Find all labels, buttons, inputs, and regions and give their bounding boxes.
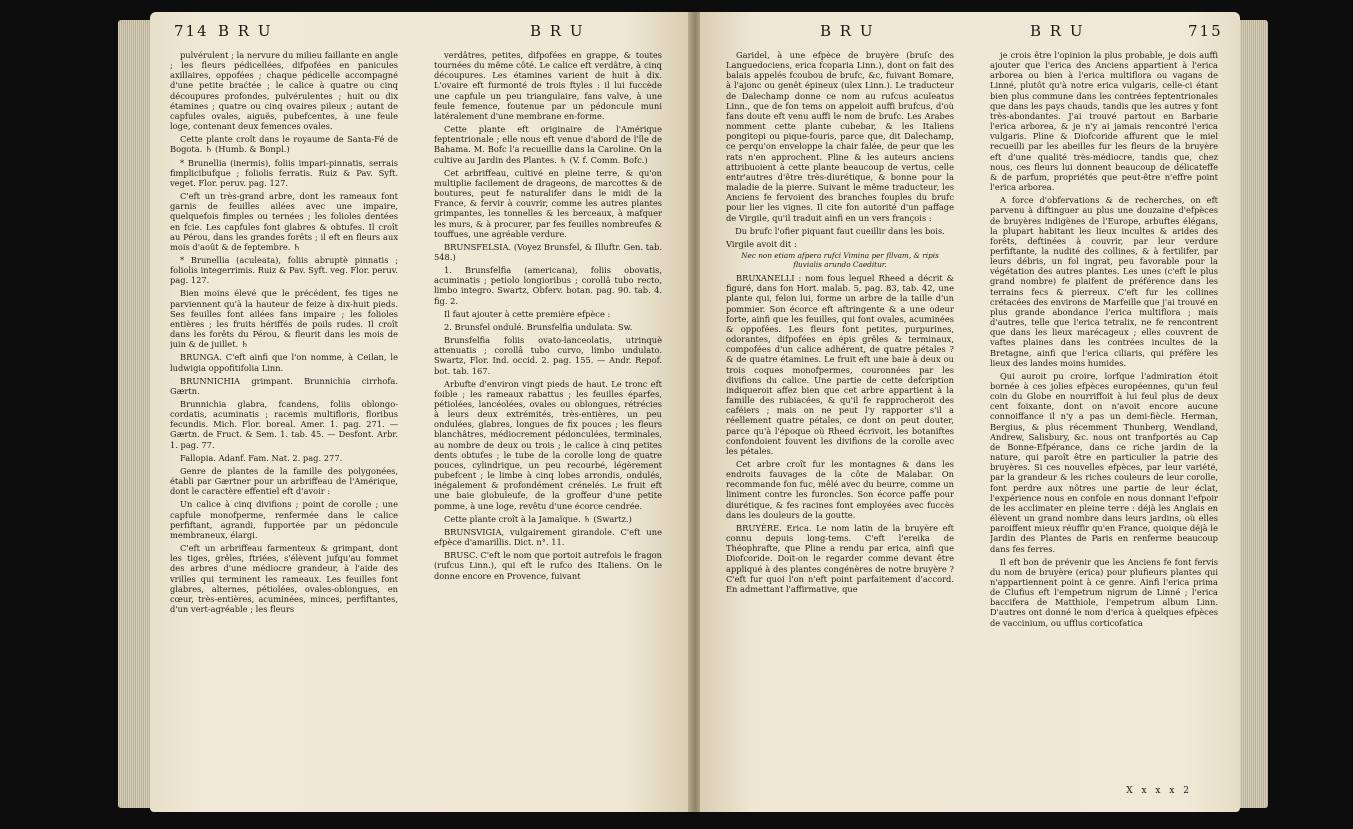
paragraph: BRUSC. C'eft le nom que portoit autrefois le fragon (rufcus Linn.), qui eft le rufco des Italiens. On le donne encore en Provence, fuivant (434, 550, 662, 581)
paragraph: Cet arbriffeau, cultivé en pleine terre, & qu'on multiplie facilement de drageons, de marcottes & de boutures, peut fe naturalifer dans le midi de la France, & fervir à couvrir, comme les autres plantes grimpantes, les tonnelles & les berceaux, à mafquer les murs, & à procurer, par fes feuilles nombreufes & touffues, une agréable verdure. (434, 167, 662, 239)
page-edges-left (118, 20, 152, 808)
paragraph: Garidel, à une efpèce de bruyère (bruſc des Languedociens, erica fcoparia Linn.), dont on fait des balais appelés fcoubou de brufc, &c, fuivant Bomare, à l'ajonc ou genêt épineux (ulex Linn.). Le traducteur de Dalechamp donne ce nom au rufcus aculeatus Linn., que de fon tems on appeloit auffi brufcus, d'où fans doute eft venu auffi le nom de brufc. Les Arabes nomment cette plante cubebar, & les Italiens pongitopi ou pique-fouris, parce que, dit Dalechamp, ce perqu'on enveloppe la chair falée, de peur que les rats n'en approchent. Pline & les auteurs anciens attribuoient à cette plante beaucoup de vertus, celle entr'autres d'être très-diurétique, & bonne pour la maladie de la pierre. Suivant le même traducteur, les Anciens fe fervoient des branches fouples du brufc pour lier les vignes. Il cite fon autorité d'un paffage de Virgile, qu'il traduit ainfi en un vers françois : (726, 50, 954, 223)
paragraph: Brunsfelfia foliis ovato-lanceolatis, utrinquè attenuatis ; corollâ tubo curvo, limbo undulato. Swartz, Flor. Ind. occid. 2. pag. 155. — Andr. Repof. bot. tab. 167. (434, 335, 662, 376)
paragraph: 2. Brunsfel ondulé. Brunsfelfia undulata. Sw. (444, 321, 633, 332)
paragraph: Nec non etiam afpera rufci Vimina per fllvam, & ripis fluvialis arundo Caeditur. (741, 250, 939, 269)
paragraph: Il faut ajouter à cette première efpèce : (444, 308, 611, 319)
paragraph: pulvérulent ; la nervure du milieu faillante en angle ; les fleurs pédicellées, difpofées en panicules axillaires, oppofées ; chaque pédicelle accompagné d'une petite braćtée ; le calice à quatre ou cinq découpures profondes, pulvérulentes ; huit ou dix étamines ; quatre ou cinq ovaires pileux ; autant de capfules ovales, aiguës, pubefcentes, à une feule loge, contenant deux femences ovales. (170, 50, 398, 132)
signature-mark: X x x x 2 (1126, 786, 1192, 796)
paragraph: Cet arbre croît fur les montagnes & dans les endroits fauvages de la côte de Malabar. On recommande fon fuc, mêlé avec du beurre, comme un liniment contre les furoncles. Son écorce paffe pour diurétique, & fes racines font employées avec fuccès dans les douleurs de la goutte. (726, 458, 954, 520)
paragraph: 1. Brunsfelfia (americana), foliis obovatis, acuminatis ; petiolo longioribus ; corollâ tubo recto, limbo integro. Swartz, Obferv. botan. pag. 90. tab. 4. fig. 2. (434, 265, 662, 306)
paragraph: Brunnichia glabra, fcandens, foliis oblongo-cordatis, acuminatis ; racemis multifloris, floribus fecundis. Mich. Flor. boreal. Amer. 1. pag. 271. — Gærtn. de Fruct. & Sem. 1. tab. 45. — Desfont. Arbr. 1. pag. 77. (170, 399, 398, 450)
paragraph: Arbufte d'environ vingt pieds de haut. Le tronc eft foible ; les rameaux rabattus ; les feuilles éparfes, pétiolées, lancéolées, ovales ou oblongues, rétrécies à leurs deux extrémités, très-entières, un peu ondulées, glabres, longues de fix pouces ; les fleurs blanchâtres, médiocrement pédonculées, terminales, au nombre de deux ou trois ; le calice à cinq petites dents obtufes ; le tube de la corolle long de quatre pouces, cylindrique, un peu recourbé, légèrement pubefcent ; le limbe à cinq lobes arrondis, ondulés, inégalement & profondément crénelés. Le fruit eft une baie globuleufe, de la groffeur d'une petite pomme, à une loge, revêtu d'une écorce cendrée. (434, 378, 662, 511)
paragraph: Un calice à cinq divifions ; point de corolle ; une capfule monofperme, renfermée dans le calice perfiftant, agrandi, fupportée par un pédoncule membraneux, élargi. (170, 499, 398, 540)
paragraph: Cette plante croît à la Jamaïque. ♄ (Swartz.) (444, 513, 632, 524)
paragraph: Genre de plantes de la famille des polygonées, établi par Gærtner pour un arbriffeau de l'Amérique, dont le caractère effentiel eft d'avoir : (170, 465, 398, 497)
paragraph: Qui auroit pu croire, lorfque l'admiration étoit bornée à ces jolies efpèces européennes, qu'un feul coin du Globe en nourriffoit à lui feul plus de deux cent foixante, dont on n'avoit encore aucune connoiffance il n'y a pas un demi-fiècle. Herman, Bergius, & plus récemment Thunberg, Wendland, Andrew, Salisbury, &c. nous ont tranfportés au Cap de Bonne-Efpérance, dans ce riche jardin de la nature, qui paroît être en particulier la patrie des bruyères. Si ces nouvelles efpèces, par leur variété, par la grandeur & les riches couleurs de leur corolle, font perdre aux nôtres une partie de leur éclat, l'expérience nous en confole en nous donnant l'efpoir de les acclimater en pleine terre : déjà les Anglais en élèvent un grand nombre dans leurs jardins, où elles paroiffent mieux réuffir qu'en France, quoique déjà le Jardin des Plantes de Paris en renferme beaucoup dans fes ferres. (990, 370, 1218, 554)
paragraph: Fallopia. Adanf. Fam. Nat. 2. pag. 277. (180, 452, 343, 463)
paragraph: Virgile avoit dit : (726, 238, 797, 249)
paragraph: A force d'obfervations & de recherches, on eft parvenu à diftinguer au plus une douzaine d'efpèces de bruyères indigènes de l'Europe, arbuftes élégans, la plupart habitant les lieux incultes & arides des forêts, deftinées à couvrir, par leur verdure perfiftante, la nudité des collines, & à fertilifer, par leurs débris, un fol ingrat, peu favorable pour la végétation des autres plantes. Les unes (c'eft le plus grand nombre) fe plaifent de préférence dans les terrains fecs & pierreux. C'eft fur les collines crétacées des environs de Marfeille que j'ai trouvé en plus grande abondance l'erica multiflora ; mais d'autres, telle que l'erica tetralix, ne fe rencontrent que dans les lieux marécageux ; elles couvrent de vaftes plaines dans les contrées incultes de la Bretagne, ainfi que l'erica ciliaris, qui préfère les lieux des landes moins humides. (990, 195, 1218, 368)
right-column-2 (990, 50, 1218, 806)
paragraph: BRUXANELLI : nom fous lequel Rheed a décrit & figuré, dans fon Hort. malab. 5, pag. 83, tab. 42, une plante qui, felon lui, forme un arbre de la taille d'un pommier. Son écorce eft aftringente & a une odeur forte, ainfi que les feuilles, qui font ovales, acuminées & oppofées. Les fleurs font petites, purpurines, odorantes, difpofées en épis grêles & terminaux, compofées d'un calice adhérent, de quatre pétales ? & de quatre étamines. Le fruit eft une baie à deux ou trois coques monofpermes, couronnées par les divifions du calice. Une partie de cette defcription indiqueroit affez bien que cet arbre appartient à la famille des rubiacées, & qu'il fe rapprocheroit des caféiers ; mais on ne peut l'y rapporter s'il a réellement quatre pétales, ce dont on peut douter, parce qu'à l'époque où Rheed écrivoit, les botaniftes confondoient fouvent les divifions de la corolle avec les pétales. (726, 273, 954, 456)
page-edges-right (1238, 20, 1268, 808)
right-page (700, 12, 1240, 812)
paragraph: BRUNSFELSIA. (Voyez Brunsfel, & Illuftr. Gen. tab. 548.) (434, 241, 662, 262)
running-head-left-2: B R U (530, 22, 585, 40)
running-head-left-1: B R U (218, 22, 273, 40)
running-head-right-1: B R U (820, 22, 875, 40)
paragraph: BRUYÈRE. Erica. Le nom latin de la bruyère eft connu depuis long-tems. C'eft l'ereika de Théophrafte, que Pline a rendu par erica, ainfi que Diofcoride. Doit-on le regarder comme devant être appliqué à des plantes congénères de notre bruyère ? C'eft fur quoi l'on n'eft point parfaitement d'accord. En admettant l'affirmative, que (726, 522, 954, 594)
page-number-left: 714 (174, 22, 209, 40)
paragraph: * Brunellia (inermis), foliis impari-pinnatis, serrais fimplicibufque ; foliolis ferratis. Ruiz & Pav. Syft. veget. Flor. peruv. pag. 127. (170, 157, 398, 188)
paragraph: C'eft un arbriffeau farmenteux & grimpant, dont les tiges, grêles, ftriées, s'élèvent jufqu'au fommet des arbres d'une médiocre grandeur, à l'aide des vrilles qui terminent les rameaux. Les feuilles font glabres, alternes, pétiolées, ovales-oblongues, en cœur, très-entières, acuminées, minces, perfiftantes, d'un vert-agréable ; les fleurs (170, 543, 398, 614)
paragraph: C'eft un très-grand arbre, dont les rameaux font garnis de feuilles ailées avec une impaire, quelquefois fimples ou ternées ; les folioles dentées en fcie. Les capfules font glabres & obtufes. Il croît au Pérou, dans les grandes forêts ; il eft en fleurs aux mois d'août & de feptembre. ♄ (170, 191, 398, 252)
paragraph: BRUNSVIGIA, vulgairement girandole. C'eft une efpèce d'amarillis. Dict. n°. 11. (434, 526, 662, 548)
left-page (150, 12, 690, 812)
left-column-2 (434, 50, 662, 806)
paragraph: Cette plante eft originaire de l'Amérique feptentrionale ; elle nous eft venue d'abord de l'île de Bahama. M. Bofc l'a recueillie dans la Caroline. On la cultive au Jardin des Plantes. ♄ (V. f. Comm. Bofc.) (434, 124, 662, 165)
paragraph: je crois être l'opinion la plus probable, je dois auffi ajouter que l'erica des Anciens appartient à l'erica arborea ou bien à l'erica multiflora ou vagans de Linné, plutôt qu'à notre erica vulgaris, celle-ci étant bien plus commune dans les contrées feptentrionales que dans les pays chauds, tandis que les autres y font très-abondantes. J'ai trouvé partout en Barbarie l'erica arborea, & je n'y ai jamais rencontré l'erica vulgaris. Pline & Diofcoride affurent que le miel recueilli par les abeilles fur les fleurs de la bruyère eft d'une qualité très-médiocre, tandis que, chez nous, ces fleurs lui donnent beaucoup de délicateffe & de parfum, propriétés que peut-être n'effre point l'erica arborea. (990, 50, 1218, 193)
paragraph: Cette plante croît dans le royaume de Santa-Fé de Bogota. ♄ (Humb. & Bonpl.) (170, 134, 398, 155)
left-column-1 (170, 50, 398, 806)
paragraph: BRUNNICHIA grimpant. Brunnichia cirrhofa. Gærtn. (170, 375, 398, 396)
page-number-right: 715 (1188, 22, 1223, 40)
running-head-right-2: B R U (1030, 22, 1085, 40)
right-column-1 (726, 50, 954, 806)
paragraph: verdâtres, petites, difpofées en grappe, & toutes tournées du même côté. Le calice eft verdâtre, à cinq découpures. Les étamines varient de huit à dix. L'ovaire eft furmonté de trois ftyles : il lui fuccède une capfule un peu triangulaire, fans valve, à une feule femence, foutenue par un pédoncule muni latéralement d'une membrane en-forme. (434, 50, 662, 121)
paragraph: Il eft bon de prévenir que les Anciens fe font fervis du nom de bruyère (erica) pour plufieurs plantes qui n'appartiennent point à ce genre. Ainfi l'erica prima de Clufius eft l'empetrum nigrum de Linné ; l'erica baccifera de Matthiole, l'empetrum album Linn. D'autres ont donné le nom d'erica à quelques efpèces de vaccinium, ou ufflus corticofatica (990, 556, 1218, 628)
paragraph: Du brufc l'ofier piquant faut cueillir dans les bois. (735, 225, 945, 236)
paragraph: Bien moins élevé que le précédent, fes tiges ne parviennent qu'à la hauteur de feize à dix-huit pieds. Ses feuilles font ailées fans impaire ; les folioles entières ; les fruits hériffés de poils rudes. Il croît dans les forêts du Pérou, & fleurit dans les mois de juin & de juillet. ♄ (170, 288, 398, 350)
paragraph: * Brunellia (aculeata), foliis abruptè pinnatis ; foliolis integerrimis. Ruiz & Pav. Syft. veg. Flor. peruv. pag. 127. (170, 254, 398, 286)
paragraph: BRUNGA. C'eft ainfi que l'on nomme, à Ceilan, le ludwigia oppofitifolia Linn. (170, 352, 398, 373)
